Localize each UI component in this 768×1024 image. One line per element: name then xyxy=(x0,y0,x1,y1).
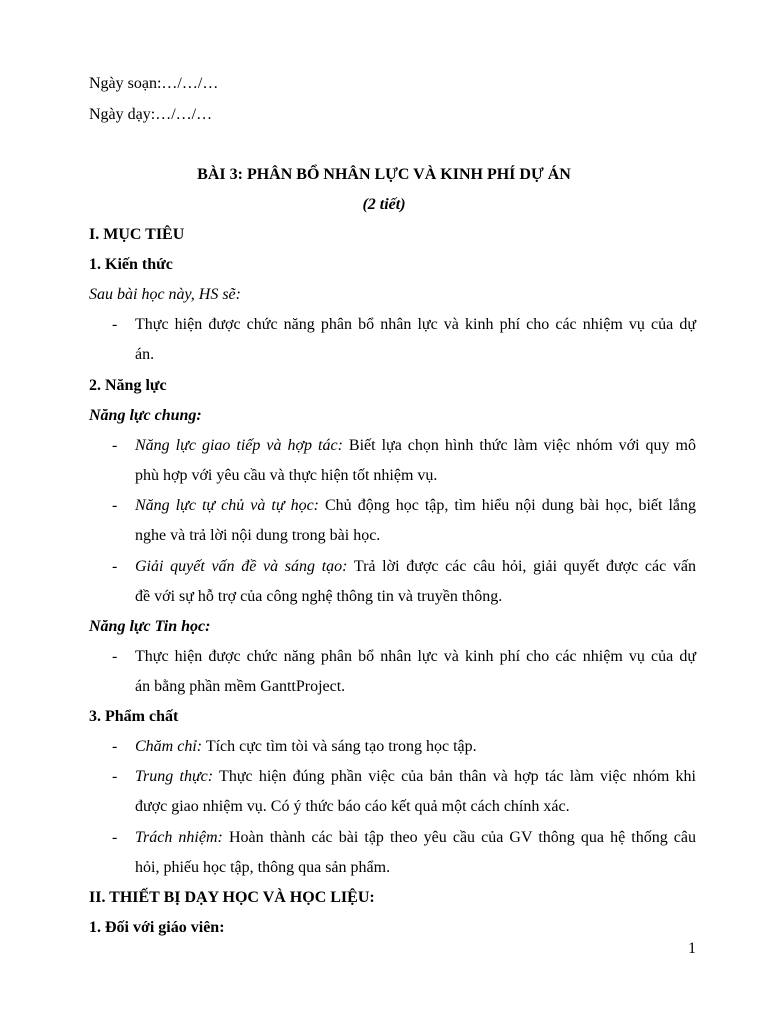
item-text: Thực hiện đúng phần việc của bản thân và hợp tác làm việc nhóm khi xyxy=(213,768,696,785)
section-objectives-heading: I. MỤC TIÊU xyxy=(89,226,185,243)
quality-item-line1 xyxy=(135,828,696,848)
bullet-dash: - xyxy=(112,648,118,665)
bullet-dash: - xyxy=(112,738,118,755)
general-competency-item-line2: nghe và trả lời nội dung trong bài học. xyxy=(135,527,381,544)
item-lead: Trách nhiệm: xyxy=(135,829,223,846)
it-competency-item-line2: án bằng phần mềm GanttProject. xyxy=(135,678,346,695)
general-competency-item-line2: đề với sự hỗ trợ của công nghệ thông tin và truyền thông. xyxy=(135,588,503,605)
bullet-dash: - xyxy=(112,768,118,785)
bullet-dash: - xyxy=(112,437,118,454)
item-text: Biết lựa chọn hình thức làm việc nhóm với quy mô xyxy=(342,437,696,454)
item-text: Hoàn thành các bài tập theo yêu cầu của GV thông qua hệ thống câu xyxy=(222,829,696,846)
general-competency-item-line1 xyxy=(135,436,696,456)
section-equipment-heading: II. THIẾT BỊ DẠY HỌC VÀ HỌC LIỆU: xyxy=(89,889,375,906)
quality-item-line2: được giao nhiệm vụ. Có ý thức báo cáo kết quả một cách chính xác. xyxy=(135,798,570,815)
bullet-dash: - xyxy=(112,316,118,333)
bullet-dash: - xyxy=(112,558,118,575)
knowledge-item-line1: Thực hiện được chức năng phân bổ nhân lực và kinh phí cho các nhiệm vụ của dự xyxy=(135,316,696,333)
qualities-heading: 3. Phẩm chất xyxy=(89,708,179,725)
page-number: 1 xyxy=(688,940,696,957)
general-competency-heading: Năng lực chung: xyxy=(89,407,202,424)
quality-item-line1 xyxy=(135,767,696,787)
prep-date: Ngày soạn:…/…/… xyxy=(89,75,219,92)
bullet-dash: - xyxy=(112,829,118,846)
competency-heading: 2. Năng lực xyxy=(89,377,167,394)
knowledge-item-line2: án. xyxy=(135,346,155,363)
teacher-materials-heading: 1. Đối với giáo viên: xyxy=(89,919,225,936)
lesson-duration: (2 tiết) xyxy=(362,196,406,213)
item-text: Chủ động học tập, tìm hiểu nội dung bài học, biết lắng xyxy=(319,497,696,514)
it-competency-item-line1: Thực hiện được chức năng phân bổ nhân lực và kinh phí cho các nhiệm vụ của dự xyxy=(135,648,696,665)
item-lead: Chăm chỉ: xyxy=(135,738,203,755)
item-lead: Năng lực tự chủ và tự học: xyxy=(135,497,319,514)
bullet-dash: - xyxy=(112,497,118,514)
item-lead: Giải quyết vấn đề và sáng tạo: xyxy=(135,558,348,575)
item-text: Trả lời được các câu hỏi, giải quyết được các vấn xyxy=(347,558,696,575)
general-competency-item-line1 xyxy=(135,557,696,577)
lesson-title: BÀI 3: PHÂN BỔ NHÂN LỰC VÀ KINH PHÍ DỰ ÁN xyxy=(197,166,571,183)
teach-date: Ngày dạy:…/…/… xyxy=(89,106,213,123)
knowledge-heading: 1. Kiến thức xyxy=(89,256,173,273)
knowledge-intro: Sau bài học này, HS sẽ: xyxy=(89,286,241,303)
it-competency-heading: Năng lực Tin học: xyxy=(89,618,211,635)
quality-item-line1 xyxy=(135,737,477,757)
general-competency-item-line1 xyxy=(135,496,696,516)
item-lead: Năng lực giao tiếp và hợp tác: xyxy=(135,437,343,454)
item-text: Tích cực tìm tòi và sáng tạo trong học tập. xyxy=(202,738,477,755)
general-competency-item-line2: phù hợp với yêu cầu và thực hiện tốt nhiệm vụ. xyxy=(135,467,438,484)
quality-item-line2: hỏi, phiếu học tập, thông qua sản phẩm. xyxy=(135,859,391,876)
item-lead: Trung thực: xyxy=(135,768,214,785)
